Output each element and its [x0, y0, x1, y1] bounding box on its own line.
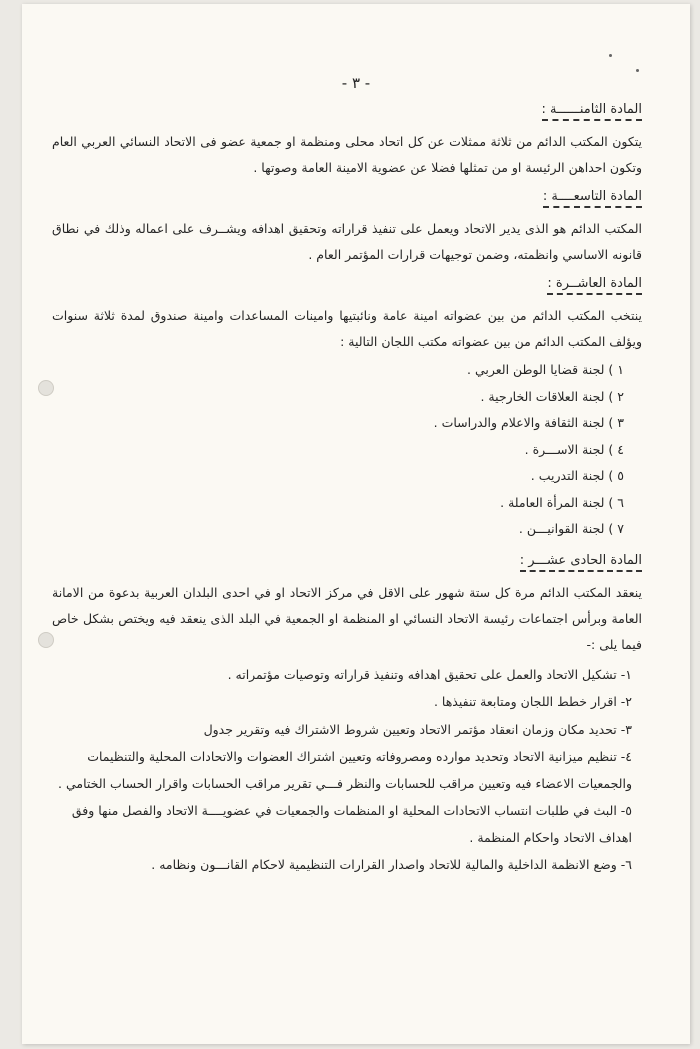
list-item: ٣ ) لجنة الثقافة والاعلام والدراسات . [433, 415, 624, 430]
article-text: ينتخب المكتب الدائم من بين عضواته امينة عامة ونائبتيها وامينات المساعدات وامينة صندوق لمدة ثلاثة سنوات ويؤلف المكتب الدائم من بين عضواته مكتب اللجان التالية : [52, 308, 642, 349]
article-text: المكتب الدائم هو الذى يدير الاتحاد ويعمل على تنفيذ قراراته وتحقيق اهدافه ويشــرف على اعماله وذلك في نطاق قانونه الاساسي وانظمته، وضمن توجيهات قرارات المؤتمر العام . [52, 221, 642, 262]
paper-speck [636, 69, 639, 72]
list-item: ٦ ) لجنة المرأة العاملة . [500, 494, 624, 510]
page-number: - ٣ - [341, 74, 371, 92]
article-text: ينعقد المكتب الدائم مرة كل ستة شهور على الاقل في مركز الاتحاد او في احدى البلدان العربية بدعوة من الامانة العامة وبرأس اجتماعات رئيسة الاتحاد النسائي او المنظمة او الجمعية في البلد الذى ينعقد فيه ويختص بشكل خاص فيما يلى :- [52, 584, 642, 652]
list-item: ٢- اقرار خطط اللجان ومتابعة تنفيذها . [433, 694, 632, 709]
article-heading: المادة العاشــرة : [547, 276, 642, 295]
list-item: ٤- تنظيم ميزانية الاتحاد وتحديد موارده ومصروفاته وتعيين اشتراك العضوات والاتحادات المحلية والتنظيمات والجمعيات الاعضاء فيه وتعيين مراقب للحسابات والنظر فـــي تقرير مراقب الحسابات واقرار الحساب الختامي . [58, 749, 632, 791]
document-body [52, 96, 642, 880]
paper-speck [609, 54, 612, 57]
list-item: ٥- البث في طلبات انتساب الاتحادات المحلية او المنظمات والجمعيات في عضويــــة الاتحاد والفصل منها وفق اهداف الاتحاد واحكام المنظمة . [71, 803, 632, 845]
list-item: ٥ ) لجنة التدريب . [530, 468, 624, 483]
list-item: ٤ ) لجنة الاســـرة . [524, 441, 624, 457]
article-11 [52, 547, 642, 879]
article-heading: المادة الثامنــــــة : [542, 102, 642, 121]
committee-list [52, 357, 642, 543]
list-item: ١ ) لجنة قضايا الوطن العربي . [467, 362, 624, 377]
list-item: ٦- وضع الانظمة الداخلية والمالية للاتحاد واصدار القرارات التنظيمية لاحكام القانـــون ونظامه . [151, 857, 632, 872]
article-9 [52, 183, 642, 268]
task-list [52, 662, 642, 879]
list-item: ٣- تحديد مكان وزمان انعقاد مؤتمر الاتحاد وتعيين شروط الاشتراك فيه وتقرير جدول [203, 721, 632, 737]
list-item: ٧ ) لجنة القوانيـــن . [518, 521, 624, 536]
article-text: يتكون المكتب الدائم من ثلاثة ممثلات عن كل اتحاد محلى ومنظمة او جمعية عضو فى الاتحاد النسائي العربي العام وتكون احداهن الرئيسة او من تمثلها فضلا عن عضوية الامينة العامة وصوتها . [52, 134, 642, 175]
list-item: ١- تشكيل الاتحاد والعمل على تحقيق اهدافه وتنفيذ قراراته وتوصيات مؤتمراته . [227, 666, 632, 682]
article-10 [52, 270, 642, 543]
document-page [22, 4, 690, 1044]
list-item: ٢ ) لجنة العلاقات الخارجية . [480, 388, 624, 404]
article-8 [52, 96, 642, 181]
article-heading: المادة الحادى عشـــر : [520, 553, 642, 572]
article-heading: المادة التاسعــــة : [543, 189, 642, 208]
